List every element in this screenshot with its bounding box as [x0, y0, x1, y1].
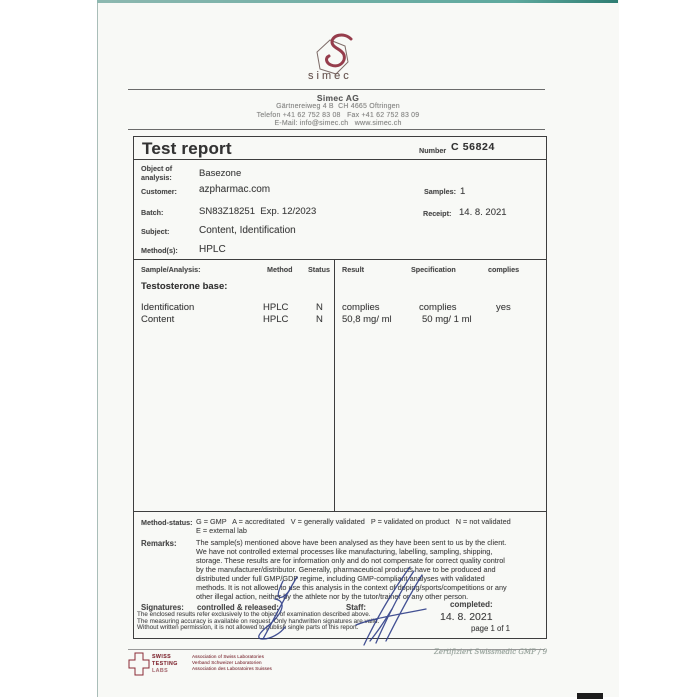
scan-top-edge [97, 0, 618, 3]
remarks-line-4: by the manufacturer/distributor. Generally, pharmaceutical products have to be produced and [196, 565, 496, 574]
row1-spec: complies [419, 302, 457, 313]
methods-label: Method(s): [141, 246, 178, 255]
company-address: Gärtnereiweg 4 B CH 4665 Oftringen [276, 103, 400, 110]
test-report-box [133, 136, 547, 639]
letterhead-rule-top [128, 89, 545, 90]
page-indicator: page 1 of 1 [471, 624, 511, 633]
col-header-method: Method [267, 265, 293, 274]
scan-bottom-artifact [577, 693, 603, 699]
method-status-line2: E = external lab [196, 526, 247, 535]
completed-date: 14. 8. 2021 [440, 611, 493, 623]
customer-value: azpharmac.com [199, 184, 271, 195]
remarks-line-2: We have not controlled external processes like manufacturing, labelling, sampling, shipping, [196, 547, 493, 556]
remarks-line-3: storage. These results are for information only and do not compensate for correct quality control [196, 556, 505, 565]
signatures-label: Signatures: [141, 603, 184, 612]
signature-staff [326, 565, 436, 650]
subject-label: Subject: [141, 227, 170, 236]
row1-result: complies [342, 302, 380, 313]
footer-line-2: The measuring accuracy is available on request. Only handwritten signatures are valid. [137, 617, 380, 625]
company-name: Simec AG [316, 93, 360, 103]
letterhead-rule-bottom [128, 129, 545, 130]
samples-value: 1 [460, 186, 466, 197]
receipt-label: Receipt: [423, 209, 452, 218]
signature-controlled-released [239, 575, 319, 645]
customer-label: Customer: [141, 187, 177, 196]
row1-status: N [316, 302, 323, 313]
remarks-line-7: other illegal action, neither by the athlete nor by the tutor/trainer or any other person. [196, 592, 469, 601]
controlled-released-label: controlled & released: [197, 603, 279, 612]
row2-result: 50,8 mg/ ml [342, 314, 392, 325]
remarks-line-6: methods. It is not allowed to use this analysis in the context of doping/sports/competitions or any [196, 583, 507, 592]
association-line-3: Association des Laboratoires Suisses [192, 666, 272, 671]
number-label: Number [419, 146, 447, 155]
col-header-result: Result [342, 265, 364, 274]
remarks-line-5: distributed under full GMP/GDP regime, including GMP-compliant analyses with validated [196, 574, 485, 583]
report-number: C 56824 [451, 141, 495, 153]
col-header-status: Status [308, 265, 330, 274]
swiss-cross-icon [128, 652, 150, 678]
samples-label: Samples: [424, 187, 456, 196]
row2-method: HPLC [263, 314, 289, 325]
title-divider [134, 159, 546, 160]
batch-value: SN83Z18251 Exp. 12/2023 [199, 206, 317, 217]
object-value: Basezone [199, 168, 242, 179]
report-title: Test report [142, 139, 232, 158]
row1-complies: yes [496, 302, 511, 313]
table-top-divider [134, 259, 546, 260]
row2-analysis: Content [141, 314, 175, 325]
association-line-1: Association of Swiss Laboratories [192, 654, 264, 659]
object-label: Object of analysis: [141, 164, 173, 182]
batch-label: Batch: [141, 208, 164, 217]
methods-value: HPLC [199, 244, 226, 255]
method-status-divider [134, 511, 546, 512]
receipt-value: 14. 8. 2021 [459, 207, 507, 218]
swiss-logo-line-1: SWISS [152, 654, 172, 660]
row2-status: N [316, 314, 323, 325]
method-status-label: Method-status: [141, 518, 193, 527]
row1-analysis: Identification [141, 302, 195, 313]
method-status-line1: G = GMP A = accreditated V = generally validated P = validated on product N = not validated [196, 517, 511, 526]
company-phone: Telefon +41 62 752 83 08 Fax +41 62 752 83 09 [256, 111, 420, 119]
col-header-specification: Specification [411, 265, 456, 274]
swiss-logo-line-2: TESTING [152, 661, 178, 667]
col-header-complies: complies [488, 265, 520, 274]
row1-method: HPLC [263, 302, 289, 313]
staff-label: Staff: [346, 603, 366, 612]
completed-label: completed: [450, 600, 493, 609]
remarks-line-1: The sample(s) mentioned above have been analysed as they have been sent to us by the client. [196, 538, 507, 547]
subject-value: Content, Identification [199, 225, 296, 236]
swiss-logo-line-3: LABS [152, 668, 169, 674]
row2-spec: 50 mg/ 1 ml [422, 314, 472, 325]
simec-logo-word: simec [308, 70, 352, 82]
sample-group-title: Testosterone base: [141, 281, 228, 292]
col-header-sample: Sample/Analysis: [141, 265, 201, 274]
footer-line-3: Without written permission, it is not allowed to publish single parts of this report. [137, 624, 359, 631]
remarks-label: Remarks: [141, 539, 177, 548]
company-email: E-Mail: info@simec.ch www.simec.ch [274, 120, 402, 127]
association-line-2: Verband Schweizer Laboratorien [192, 660, 262, 665]
table-vertical-divider [334, 259, 335, 511]
certification-note: Zertifiziert Swissmedic GMP / 9 [434, 648, 548, 656]
footer-line-1: The enclosed results refer exclusively to the object of examination described above. [137, 611, 371, 618]
